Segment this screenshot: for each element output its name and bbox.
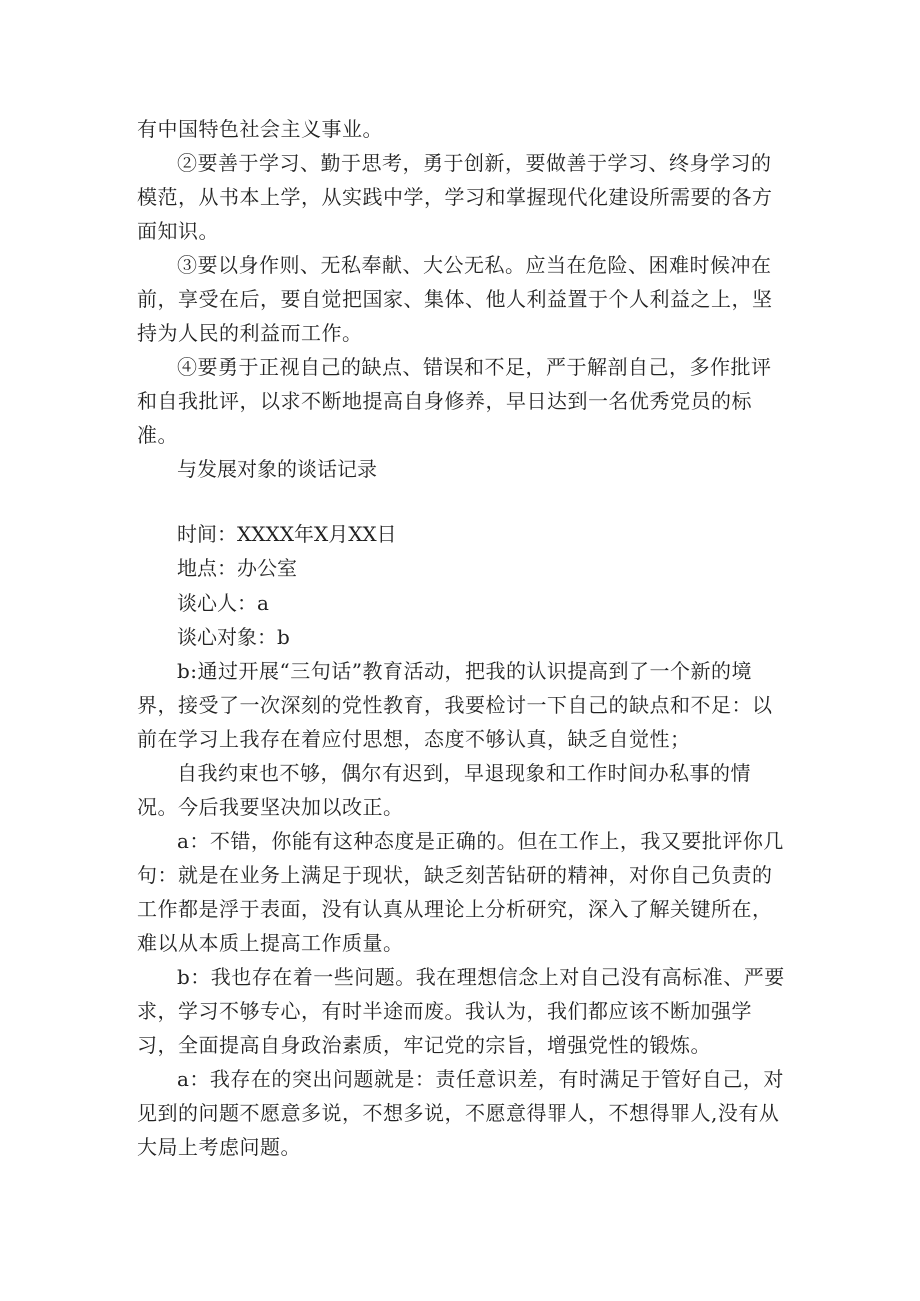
paragraph-point-4: ④要勇于正视自己的缺点、错误和不足，严于解剖自己，多作批评和自我批评，以求不断地提高自身修养，早日达到一名优秀党员的标准。	[137, 355, 772, 447]
paragraph-continuation: 有中国特色社会主义事业。	[137, 117, 383, 141]
meta-place: 地点：办公室	[177, 556, 297, 580]
dialogue-a-2: a：我存在的突出问题就是：责任意识差，有时满足于管好自己，对见到的问题不愿意多说，不想多说，不愿意得罪人，不想得罪人,没有从大局上考虑问题。	[137, 1067, 784, 1159]
section-title: 与发展对象的谈话记录	[177, 457, 377, 481]
dialogue-b-2: 自我约束也不够，偶尔有迟到，早退现象和工作时间办私事的情况。今后我要坚决加以改正。	[137, 761, 751, 819]
dialogue-b-1: b:通过开展“三句话”教育活动，把我的认识提高到了一个新的境界，接受了一次深刻的党性教育，我要检讨一下自己的缺点和不足：以前在学习上我存在着应付思想，态度不够认真，缺乏自觉性；	[137, 659, 773, 751]
dialogue-b-3: b：我也存在着一些问题。我在理想信念上对自己没有高标准、严要求，学习不够专心，有时半途而废。我认为，我们都应该不断加强学习，全面提高自身政治素质，牢记党的宗旨，增强党性的锻炼。	[137, 965, 785, 1057]
meta-target: 谈心对象：b	[177, 625, 290, 649]
paragraph-point-2: ②要善于学习、勤于思考，勇于创新，要做善于学习、终身学习的模范，从书本上学，从实践中学，学习和掌握现代化建设所需要的各方面知识。	[137, 151, 773, 243]
dialogue-a-1: a：不错，你能有这种态度是正确的。但在工作上，我又要批评你几句：就是在业务上满足于现状，缺乏刻苦钻研的精神，对你自己负责的工作都是浮于表面，没有认真从理论上分析研究，深入了解关键所在，难以从本质上提高工作质量。	[137, 829, 784, 955]
paragraph-point-3: ③要以身作则、无私奉献、大公无私。应当在危险、困难时候冲在前，享受在后，要自觉把国家、集体、他人利益置于个人利益之上，坚持为人民的利益而工作。	[137, 253, 773, 345]
meta-speaker: 谈心人：a	[177, 591, 269, 615]
meta-time: 时间：XXXX年X月XX日	[177, 522, 397, 546]
